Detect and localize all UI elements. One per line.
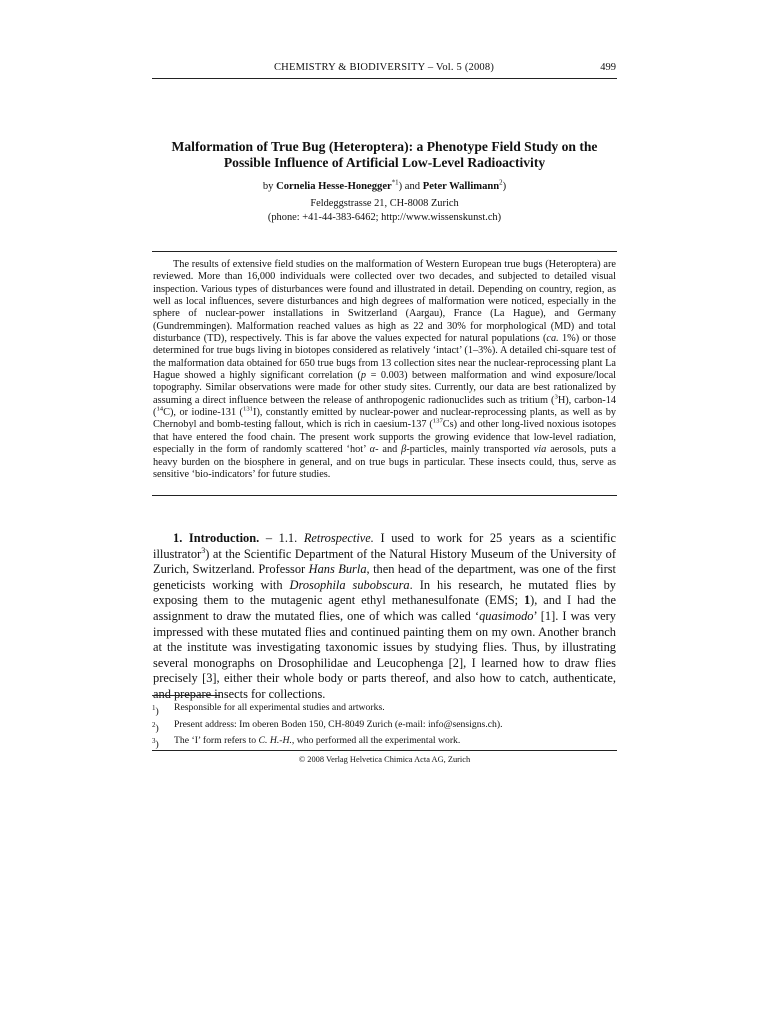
by-label: by: [262, 181, 274, 192]
footnote-rule: [152, 695, 220, 696]
author-1-mark: *1: [391, 179, 399, 187]
header-rule: [152, 78, 617, 79]
author-line: by Cornelia Hesse-Honegger$^{*1}$) and Peter Wallimann$^2$): [262, 179, 507, 192]
abstract-top-rule: [152, 251, 617, 252]
footnotes: [152, 702, 617, 752]
footnote-2: $^2$) Present address: Im oberen Boden 150, CH-8049 Zurich (e-mail: info@sensigns.ch).: [152, 718, 503, 734]
footnote-3: $^3$) The ‘I’ form refers to C. H.-H., who performed all the experimental work.: [152, 735, 461, 751]
subsection-title: Retrospective.: [303, 531, 374, 545]
running-head: [152, 62, 616, 74]
journal-name: CHEMISTRY & BIODIVERSITY – Vol. 5 (2008): [273, 62, 495, 73]
affiliation-address: Feldeggstrasse 21, CH-8008 Zurich: [310, 198, 459, 209]
page-number: 499: [600, 62, 616, 73]
author-1: Cornelia Hesse-Honegger: [276, 181, 392, 192]
affiliation: [152, 197, 617, 225]
footnote-1: $^1$) Responsible for all experimental studies and artworks.: [152, 702, 385, 718]
footer-rule: [152, 750, 617, 751]
copyright-notice: © 2008 Verlag Helvetica Chimica Acta AG, Zurich: [298, 755, 471, 764]
and-label: and: [404, 181, 421, 192]
author-2: Peter Wallimann: [422, 181, 500, 192]
article-title: Malformation of True Bug (Heteroptera): a Phenotype Field Study on the Possible Influence of Artificial Low-Level Radioactivity: [171, 139, 598, 170]
abstract: The results of extensive field studies on the malformation of Western European true bugs (Heteroptera) are reviewed. More than 16,000 individuals were collected over two decades, and subjected to detailed visual inspection. Various types of disturbances were found and illustrated in detail. Depending on country, region, as well as local influences, severe disturbances and high degrees of malformation were noticed, especially in the sphere of nuclear-power installations in Switzerland (Aargau), France (La Hague), and Germany (Gundremmingen). Malformation reached values as high as 22 and 30% for morphological (MD) and total disturbance (TD), respectively. This is far above the values expected for natural populations (ca. 1%) or those determined for true bugs living in biotopes considered as relatively ‘intact’ (1–3%). A detailed chi-square test of the malformation data obtained for 650 true bugs from 13 collection sites near the nuclear-reprocessing plant La Hague showed a highly significant correlation (p = 0.003) between malformation and wind exposure/local topography. Similar observations were made for other study sites. Currently, our data are best rationalized by assuming a direct influence between the release of anthropogenic radionuclides such as tritium ($^3$H), carbon-14 ($^{14}$C), or iodine-131 ($^{131}$I), constantly emitted by nuclear-power and nuclear-reprocessing plants, as well as by Chernobyl and bomb-testing fallout, which is rich in caesium-137 ($^{137}$Cs) and other long-lived noxious isotopes that have entered the food chain. The present work supports the growing evidence that low-level radiation, especially in the form of randomly scattered ‘hot’ α- and β-particles, mainly transported via aerosols, puts a heavy burden on the biosphere in general, and on true bugs in particular. These insects could, thus, serve as sensitive ‘bio-indicators’ for future studies.: [153, 259, 617, 480]
affiliation-contact: (phone: +41-44-383-6462; http://www.wissenskunst.ch): [267, 212, 502, 223]
introduction-paragraph: 1. Introduction. – 1.1. Retrospective. I used to work for 25 years as a scientific illustrator$^3$) at the Scientific Department of the Natural History Museum of the University of Zurich, Switzerland. Professor Hans Burla, then head of the department, was one of the first geneticists working with Drosophila subobscura. In his research, he mutated flies by exposing them to the mutagenic agent ethyl methanesulfonate (EMS; 1), and I had the assignment to draw the mutated flies, one of which was called ‘quasimodo’ [1]. I was very impressed with these mutated flies and continued painting them on my own. Another branch at the institute was investigating taxonomic issues by studying flies. Thus, by illustrating several monographs on Drosophilidae and Leucophenga [2], I learned how to draw flies precisely [3], either their whole body or parts thereof, and also how to catch, authenticate, and prepare insects for collections.: [153, 531, 617, 701]
footnote-ref-3: 3: [201, 545, 206, 555]
abstract-bottom-rule: [152, 495, 617, 496]
section-heading: 1. Introduction.: [173, 531, 260, 545]
author-2-mark: 2: [499, 179, 503, 187]
